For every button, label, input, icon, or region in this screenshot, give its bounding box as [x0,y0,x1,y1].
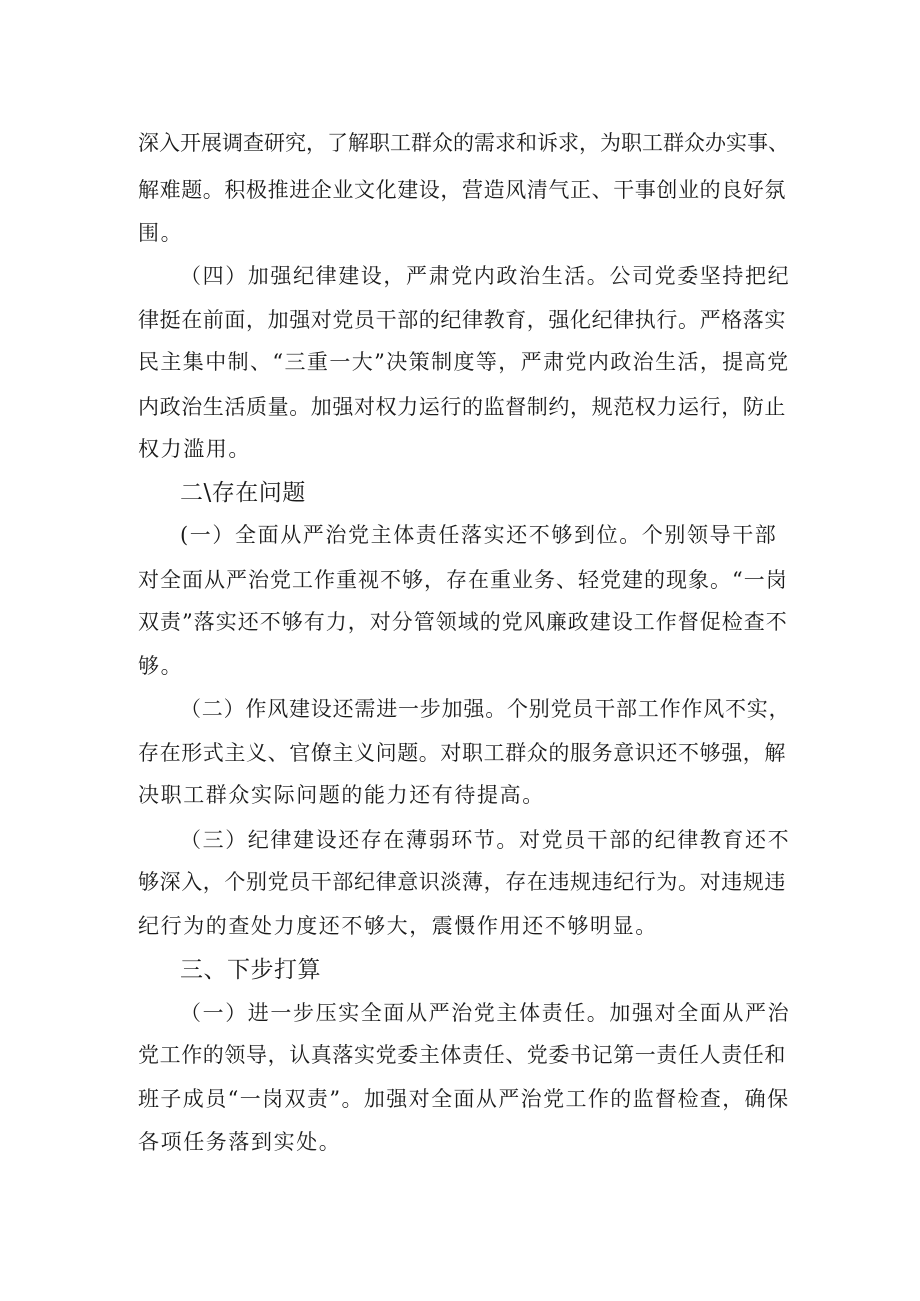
section-heading-problems: 二\存在问题 [180,480,306,506]
body-line: 深入开展调查研究，了解职工群众的需求和诉求，为职工群众办实事、 [138,131,789,155]
problem-one-start: (一）全面从严治党主体责任落实还不够到位。个别领导干部 [180,523,778,547]
section-heading-next-steps: 三、下步打算 [180,957,321,983]
body-line: 双责”落实还不够有力，对分管领域的党风廉政建设工作督促检查不 [138,610,788,634]
problem-two-start: （二）作风建设还需进一步加强。个别党员干部工作作风不实， [180,697,791,721]
body-line: 权力滥用。 [138,437,251,461]
paragraph-four-start: （四）加强纪律建设，严肃党内政治生活。公司党委坚持把纪 [180,264,791,288]
body-line: 班子成员“一岗双责”。加强对全面从严治党工作的监督检查，确保 [138,1087,790,1111]
body-line: 决职工群众实际问题的能力还有待提高。 [138,783,545,807]
body-line: 民主集中制、“三重一大”决策制度等，严肃党内政治生活，提高党 [138,350,790,374]
body-line: 内政治生活质量。加强对权力运行的监督制约，规范权力运行，防止 [138,395,786,419]
body-line: 够。 [138,654,184,678]
body-line: 纪行为的查处力度还不够大，震慑作用还不够明显。 [138,914,658,938]
plan-one-start: （一）进一步压实全面从严治党主体责任。加强对全面从严治 [180,1001,791,1025]
body-line: 各项任务落到实处。 [138,1130,342,1154]
body-line: 律挺在前面，加强对党员干部的纪律教育，强化纪律执行。严格落实 [138,308,786,332]
body-line: 解难题。积极推进企业文化建设，营造风清气正、干事创业的良好氛 [138,178,786,202]
problem-three-start: （三）纪律建设还存在薄弱环节。对党员干部的纪律教育还不 [180,828,791,852]
body-line: 围。 [138,221,184,245]
body-line: 够深入，个别党员干部纪律意识淡薄，存在违规违纪行为。对违规违 [138,870,786,894]
body-line: 党工作的领导，认真落实党委主体责任、党委书记第一责任人责任和 [138,1043,786,1067]
body-line: 对全面从严治党工作重视不够，存在重业务、轻党建的现象。“一岗 [138,568,788,592]
body-line: 存在形式主义、官僚主义问题。对职工群众的服务意识还不够强，解 [138,741,786,765]
